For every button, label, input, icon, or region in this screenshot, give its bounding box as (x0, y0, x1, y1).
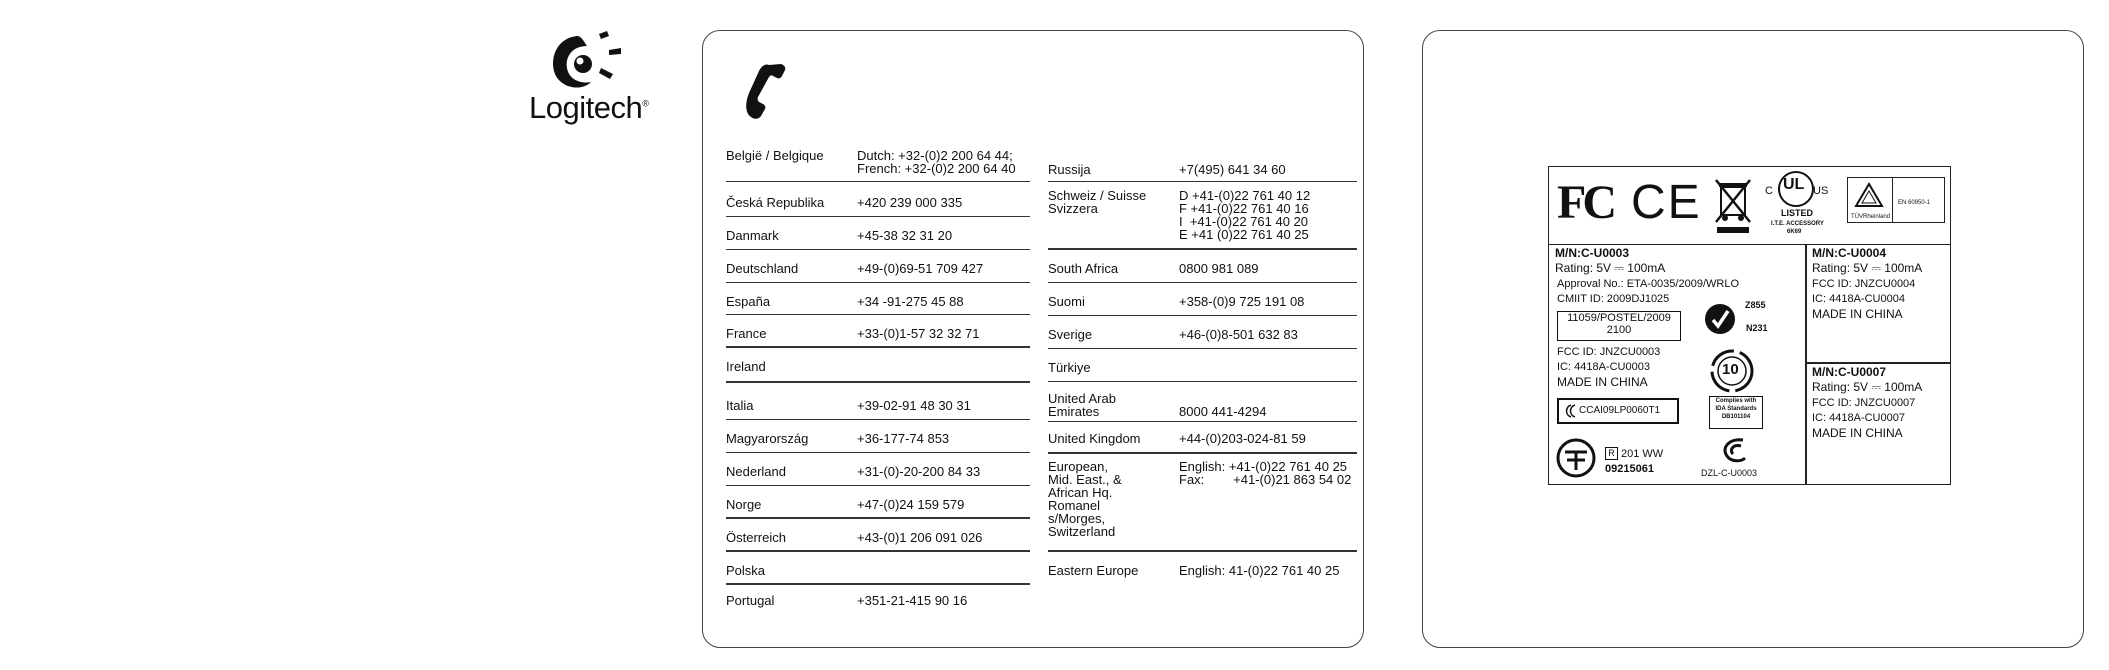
phone-number: +39-02-91 48 30 31 (857, 398, 971, 413)
phone-number: +358-(0)9 725 191 08 (1179, 294, 1305, 309)
row-divider (726, 550, 1030, 552)
country-name: Türkiye (1048, 360, 1091, 375)
country-name: France (726, 326, 767, 341)
environment-period-years: 10 (1722, 361, 1739, 378)
phone-number: +45-38 32 31 20 (857, 228, 953, 243)
country-name: United Arab Emirates (1048, 391, 1116, 419)
ida-compliance-mark: Complies with IDA Standards DB101104 (1709, 396, 1763, 429)
country-name: Polska (726, 563, 766, 578)
country-name: Portugal (726, 593, 775, 608)
country-name: United Kingdom (1048, 431, 1141, 446)
row-divider (726, 314, 1030, 315)
country-name: Russija (1048, 162, 1091, 177)
logo-wordmark: Logitech (529, 90, 643, 125)
country-name: Eastern Europe (1048, 563, 1139, 578)
ul-logo-text: UL (1783, 176, 1805, 193)
tuv-triangle-icon (1854, 182, 1884, 208)
ic-number: IC: 4418A-CU0007 (1812, 412, 1905, 424)
made-in: MADE IN CHINA (1557, 375, 1648, 389)
tuv-divider (1892, 178, 1893, 222)
country-name: Ireland (726, 359, 766, 374)
row-divider (726, 452, 1030, 453)
model-u0003-box (1548, 244, 1806, 485)
registered-r-mark: R (1605, 447, 1618, 460)
model-number: M/N:C-U0007 (1812, 365, 1887, 379)
row-divider (1048, 181, 1357, 182)
ul-listed: LISTED (1781, 208, 1814, 218)
row-divider (726, 381, 1030, 383)
c-tick-icon (1703, 302, 1737, 336)
country-name: Österreich (726, 530, 786, 545)
japan-pse-icon (1717, 436, 1751, 464)
row-divider (726, 249, 1030, 250)
country-name: Magyarország (726, 431, 809, 446)
japan-telec-icon (1555, 438, 1597, 478)
phone-number: +7(495) 641 34 60 (1179, 162, 1286, 177)
country-name: South Africa (1048, 261, 1119, 276)
row-divider (726, 517, 1030, 519)
approval-number: Approval No.: ETA-0035/2009/WRLO (1557, 278, 1739, 290)
row-divider (1048, 248, 1357, 250)
row-divider (1048, 348, 1357, 349)
row-divider (726, 583, 1030, 585)
ul-code: 6K69 (1787, 229, 1802, 235)
ic-number: IC: 4418A-CU0003 (1557, 361, 1650, 373)
ccai-code: CCAI09LP0060T1 (1579, 405, 1661, 416)
ic-number: IC: 4418A-CU0004 (1812, 293, 1905, 305)
dzl-code: DZL-C-U0003 (1701, 468, 1758, 478)
model-u0004-box (1806, 244, 1951, 363)
made-in: MADE IN CHINA (1812, 426, 1903, 440)
c-tick-code: Z855 (1745, 300, 1766, 310)
row-divider (726, 485, 1030, 486)
country-name: Suomi (1048, 294, 1085, 309)
fcc-id: FCC ID: JNZCU0003 (1557, 346, 1661, 358)
tuv-mark (1847, 177, 1945, 223)
phone-number: +420 239 000 335 (857, 195, 963, 210)
ccai-waves-icon (1563, 403, 1579, 419)
country-name: Italia (726, 398, 754, 413)
country-name: Česká Republika (726, 195, 825, 210)
registered-mark: ® (642, 98, 649, 109)
country-name: Schweiz / Suisse Svizzera (1048, 188, 1147, 216)
phone-number: +33-(0)1-57 32 32 71 (857, 326, 980, 341)
phone-number: D +41-(0)22 761 40 12 F +41-(0)22 761 40 16 I +41-(0)22 761 40 20 E +41 (0)22 761 40 25 (1179, 188, 1311, 242)
c-tick-number: N231 (1746, 323, 1768, 333)
phone-number: +47-(0)24 159 579 (857, 497, 965, 512)
country-name: Norge (726, 497, 762, 512)
row-divider (1048, 452, 1357, 454)
certification-label (1548, 166, 1951, 484)
phone-number: English: +41-(0)22 761 40 25 Fax: +41-(0)21 863 54 02 (1179, 459, 1352, 487)
row-divider (726, 282, 1030, 283)
ul-us-mark: US (1813, 185, 1829, 197)
phone-number: +34 -91-275 45 88 (857, 294, 964, 309)
postel-number: 11059/POSTEL/2009 2100 (1557, 311, 1681, 341)
model-number: M/N:C-U0004 (1812, 246, 1887, 260)
row-divider (726, 216, 1030, 217)
row-divider (1048, 550, 1357, 552)
phone-icon (739, 61, 791, 123)
row-divider (726, 181, 1030, 182)
phone-number: +36-177-74 853 (857, 431, 950, 446)
country-name: Sverige (1048, 327, 1093, 342)
tuv-standard: EN 60950-1 (1898, 200, 1931, 206)
row-divider (726, 419, 1030, 420)
ccai-mark (1557, 398, 1679, 424)
model-u0007-box (1806, 363, 1951, 485)
phone-number: +44-(0)203-024-81 59 (1179, 431, 1306, 446)
phone-number: English: 41-(0)22 761 40 25 (1179, 563, 1340, 578)
country-name: België / Belgique (726, 148, 824, 163)
weee-bin-icon (1713, 177, 1753, 235)
phone-number: 0800 981 089 (1179, 261, 1259, 276)
row-divider (1048, 381, 1357, 382)
support-contacts-panel (702, 30, 1364, 648)
row-divider (1048, 421, 1357, 422)
telec-code: 201 WW (1621, 448, 1664, 460)
row-divider (726, 346, 1030, 348)
model-number: M/N:C-U0003 (1555, 246, 1630, 260)
phone-number: Dutch: +32-(0)2 200 64 44; French: +32-(0)2 200 64 40 (857, 148, 1016, 176)
telec-number: 09215061 (1605, 463, 1654, 475)
ul-c-mark: C (1765, 185, 1773, 197)
rating: Rating: 5V ⎓ 100mA (1812, 380, 1923, 394)
phone-number: +31-(0)-20-200 84 33 (857, 464, 981, 479)
phone-number: +49-(0)69-51 709 427 (857, 261, 984, 276)
rating: Rating: 5V ⎓ 100mA (1812, 261, 1923, 275)
ce-mark: CE (1631, 176, 1702, 229)
country-name: Deutschland (726, 261, 799, 276)
fcc-id: FCC ID: JNZCU0007 (1812, 397, 1916, 409)
tuv-brand: TÜVRheinland (1851, 214, 1891, 220)
phone-number: 8000 441-4294 (1179, 404, 1267, 419)
row-divider (1048, 315, 1357, 316)
fcc-mark: FC (1557, 176, 1613, 229)
phone-number: +43-(0)1 206 091 026 (857, 530, 983, 545)
ul-accessory: I.T.E. ACCESSORY (1771, 221, 1824, 227)
phone-number: +351-21-415 90 16 (857, 593, 968, 608)
row-divider (1048, 282, 1357, 283)
country-name: España (726, 294, 771, 309)
country-name: European, Mid. East., & African Hq. Romanel s/Morges, Switzerland (1048, 459, 1122, 539)
rating: Rating: 5V ⎓ 100mA (1555, 261, 1666, 275)
product-label-panel (1422, 30, 2084, 648)
fcc-id: FCC ID: JNZCU0004 (1812, 278, 1916, 290)
phone-number: +46-(0)8-501 632 83 (1179, 327, 1298, 342)
country-name: Danmark (726, 228, 779, 243)
logitech-logo-icon (543, 28, 633, 96)
cmiit-id: CMIIT ID: 2009DJ1025 (1557, 293, 1670, 305)
made-in: MADE IN CHINA (1812, 307, 1903, 321)
certification-marks-row (1548, 166, 1951, 245)
country-name: Nederland (726, 464, 786, 479)
